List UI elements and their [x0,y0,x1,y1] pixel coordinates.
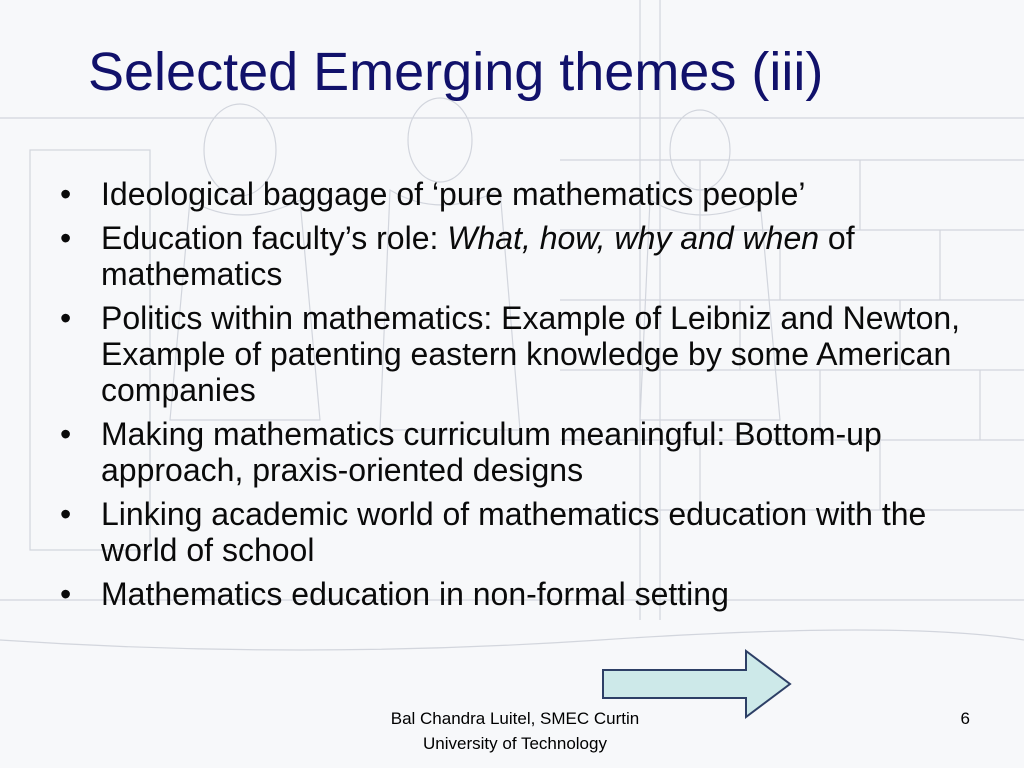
bullet-item [60,496,1000,568]
bullet-text: Politics within mathematics: Example of Leibniz and Newton, Example of patenting eastern knowledge by some American companies [101,300,961,408]
bullet-item [60,576,1000,612]
bullet-text-after: of mathematics [101,220,855,292]
bullet-text: Mathematics education in non-formal setting [101,576,729,612]
footer-author-line1: Bal Chandra Luitel, SMEC Curtin [390,709,640,728]
bullet-dot-icon: • [60,576,72,612]
bullet-list [60,176,1000,620]
bullet-item [60,416,1000,488]
bullet-item [60,220,1000,292]
bullet-text: Education faculty’s role: [101,220,448,256]
footer-author [340,706,690,756]
bullet-italic-text: What, how, why and when [447,220,820,256]
bullet-dot-icon: • [60,176,72,212]
bullet-item [60,300,1000,408]
bullet-dot-icon: • [60,220,72,256]
bullet-dot-icon: • [60,496,72,532]
bullet-dot-icon: • [60,416,72,452]
bullet-text: Making mathematics curriculum meaningful: Bottom-up approach, praxis-oriented designs [101,416,882,488]
page-number: 6 [960,709,970,728]
footer-author-line2: University of Technology [423,734,607,753]
slide-title: Selected Emerging themes (iii) [88,42,824,102]
bullet-text: Linking academic world of mathematics education with the world of school [101,496,927,568]
bullet-item [60,176,1000,212]
bullet-dot-icon: • [60,300,72,336]
bullet-text: Ideological baggage of ‘pure mathematics people’ [101,176,806,212]
